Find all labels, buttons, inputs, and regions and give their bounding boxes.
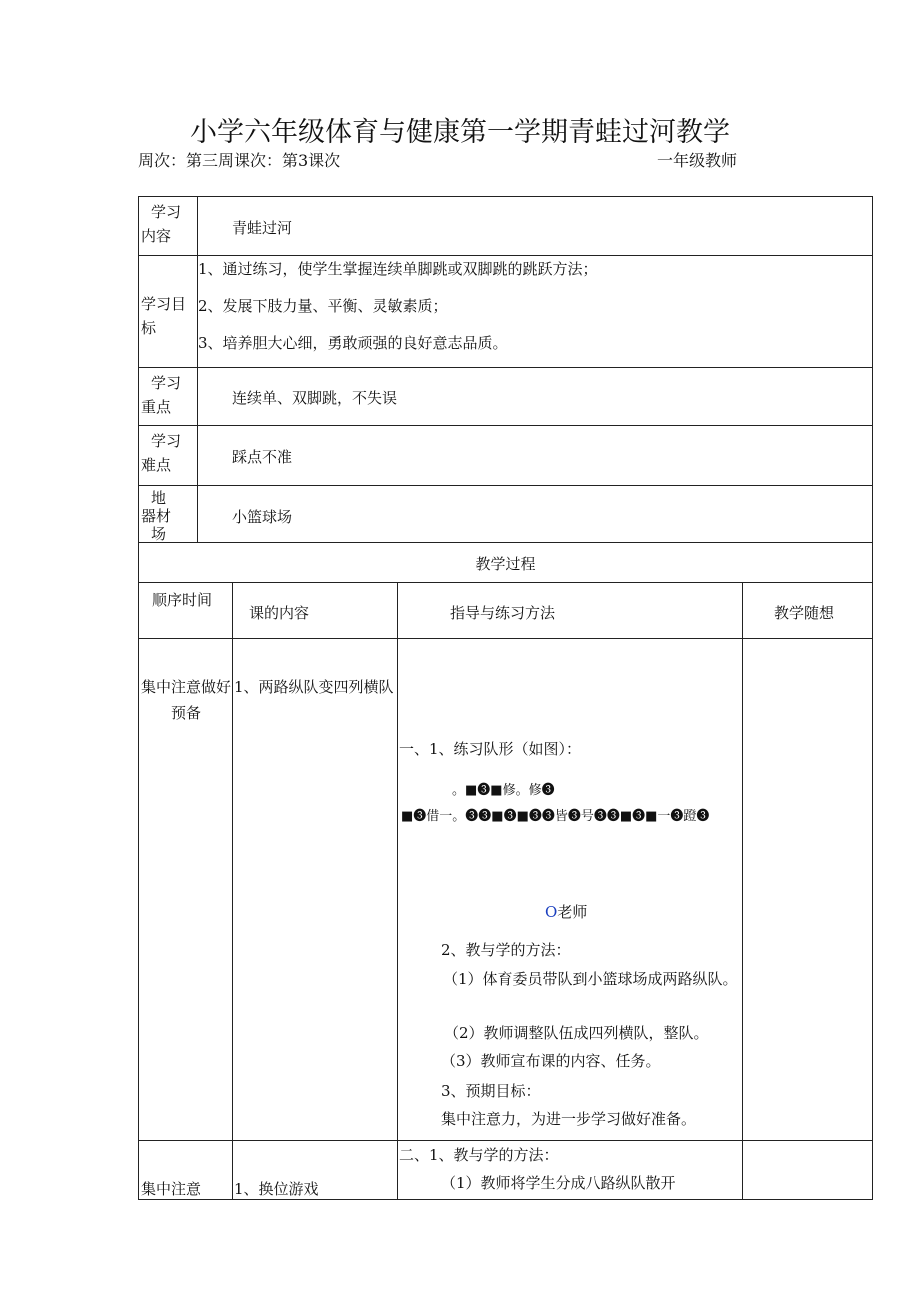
label-venue-1: 地 [151, 489, 167, 507]
column-divider [232, 582, 233, 1200]
row2-content: 1、换位游戏 [234, 1180, 319, 1198]
process-heading: 教学过程 [475, 555, 536, 573]
label-venue-2: 器材 [141, 507, 172, 525]
method-step-3: （3）教师宣布课的内容、任务。 [441, 1052, 661, 1070]
goal-title: 3、预期目标： [441, 1082, 541, 1100]
method-step-2: （2）教师调整队伍成四列横队，整队。 [444, 1024, 709, 1042]
row-divider [138, 542, 873, 543]
label-key-points-2: 重点 [141, 398, 172, 416]
goal-line-2: 2、发展下肢力量、平衡、灵敏素质； [198, 297, 448, 315]
goal-line-1: 1、通过练习，使学生掌握连续单脚跳或双脚跳的跳跃方法； [198, 260, 598, 278]
method-intro: 一、1、练习队形（如图）： [399, 740, 582, 758]
formation-line-1: 。■❸■修。修❸ [452, 783, 555, 798]
column-divider [397, 582, 398, 1200]
row-divider [138, 1140, 873, 1141]
goal-text: 集中注意力，为进一步学习做好准备。 [441, 1110, 697, 1128]
week-session-info: 周次：第三周课次：第3课次 [138, 151, 341, 170]
row1-content: 1、两路纵队变四列横队 [234, 678, 394, 696]
table-border-right [872, 196, 873, 1200]
teacher-grade-info: 一年级教师 [657, 151, 738, 170]
study-content-value: 青蛙过河 [232, 219, 293, 237]
label-difficulty-2: 难点 [141, 456, 172, 474]
method-step-1: （1）体育委员带队到小篮球场成两路纵队。 [443, 970, 738, 988]
row-divider [138, 255, 873, 256]
label-study-content-1: 学习 [151, 203, 182, 221]
col-header-notes: 教学随想 [774, 604, 835, 622]
document-title: 小学六年级体育与健康第一学期青蛙过河教学 [190, 117, 730, 148]
row1-time: 集中注意做好预备 [141, 678, 232, 722]
row-divider [138, 582, 873, 583]
venue-value: 小篮球场 [232, 508, 293, 526]
method-title: 2、教与学的方法： [441, 941, 571, 959]
row2-method-title: 二、1、教与学的方法： [399, 1146, 559, 1164]
col-header-content: 课的内容 [249, 604, 310, 622]
row-divider [138, 638, 873, 639]
row2-method-step-1: （1）教师将学生分成八路纵队散开 [441, 1174, 676, 1192]
label-key-points-1: 学习 [151, 374, 182, 392]
column-divider [197, 196, 198, 542]
teacher-position [545, 901, 587, 922]
row-divider [138, 196, 873, 197]
column-divider [742, 582, 743, 1200]
label-study-content-2: 内容 [141, 227, 172, 245]
teacher-label: 老师 [557, 903, 588, 921]
col-header-method: 指导与练习方法 [450, 604, 556, 622]
label-study-goals: 学习目标 [141, 295, 187, 337]
row-divider [138, 367, 873, 368]
goal-line-3: 3、培养胆大心细，勇敢顽强的良好意志品质。 [198, 334, 508, 352]
row-divider [138, 485, 873, 486]
difficulty-value: 踩点不准 [232, 448, 293, 466]
row-divider [138, 425, 873, 426]
label-venue-3: 场 [151, 525, 167, 543]
row-divider [138, 1199, 873, 1200]
label-difficulty-1: 学习 [151, 432, 182, 450]
table-border-left [138, 196, 139, 1200]
key-points-value: 连续单、双脚跳，不失误 [232, 389, 398, 407]
row2-time: 集中注意 [141, 1180, 202, 1198]
formation-line-2: ■❸借一。❸❸■❸■❸❸皆❸号❸❸■❸■一❸蹬❸ [401, 809, 710, 824]
teacher-marker-icon: O [545, 903, 558, 921]
col-header-time: 顺序时间 [152, 591, 213, 609]
